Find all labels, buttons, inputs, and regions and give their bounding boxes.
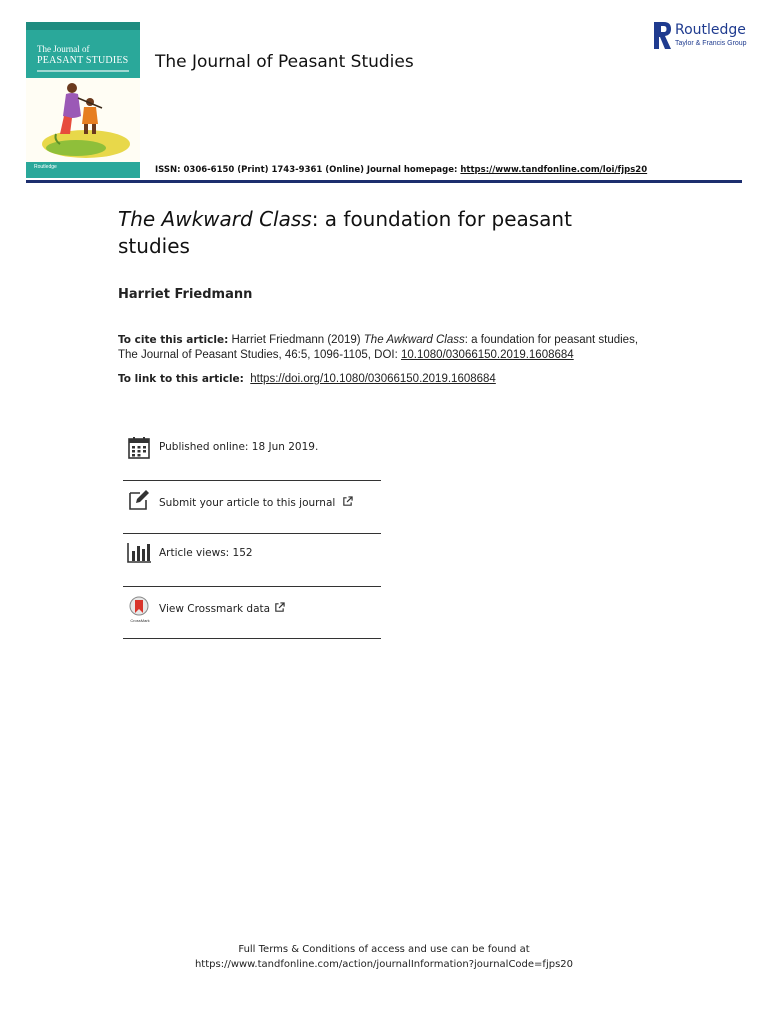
cite-italic-title: The Awkward Class — [363, 334, 465, 346]
article-views: Article views: 152 — [159, 547, 253, 559]
view-crossmark-link[interactable] — [159, 602, 285, 615]
article-title-italic: The Awkward Class — [118, 207, 312, 231]
info-divider — [123, 480, 381, 481]
crossmark-row[interactable] — [123, 596, 381, 624]
info-divider — [123, 533, 381, 534]
crossmark-label: View Crossmark data — [159, 603, 271, 615]
footer — [0, 942, 768, 972]
article-title — [118, 206, 638, 260]
external-link-icon — [274, 602, 285, 613]
issn-line — [155, 165, 647, 175]
article-title-rest: : a foundation for peasant studies — [118, 207, 572, 258]
footer-terms-url: https://www.tandfonline.com/action/journalInformation?journalCode=fjps20 — [194, 959, 574, 970]
cover-title-line1: The Journal of — [37, 44, 90, 54]
cite-label: To cite this article: — [118, 334, 229, 346]
cover-top-band — [26, 22, 140, 30]
link-label: To link to this article: — [118, 373, 244, 385]
publisher-name: Routledge — [675, 22, 746, 38]
header-rule — [26, 180, 742, 183]
calendar-icon — [127, 436, 151, 460]
issn-text: ISSN: 0306-6150 (Print) 1743-9361 (Online) Journal homepage: — [155, 165, 461, 175]
footer-line1: Full Terms & Conditions of access and use can be found at — [238, 944, 530, 955]
published-date: Published online: 18 Jun 2019. — [159, 441, 319, 453]
edit-icon — [127, 488, 151, 512]
crossmark-caption: CrossMark — [130, 618, 150, 623]
external-link-icon — [342, 496, 353, 507]
submit-article-link[interactable] — [159, 496, 353, 509]
article-link-block — [118, 373, 496, 385]
journal-cover — [26, 22, 140, 178]
journal-title: The Journal of Peasant Studies — [155, 52, 414, 72]
submit-article-label: Submit your article to this journal — [159, 497, 336, 509]
cite-pre: Harriet Friedmann (2019) — [228, 334, 364, 346]
info-divider — [123, 638, 381, 639]
cover-publisher-logo: Routledge — [34, 164, 57, 170]
article-url-link[interactable]: https://doi.org/10.1080/03066150.2019.1608684 — [250, 373, 496, 385]
published-row — [123, 436, 381, 464]
journal-homepage-link[interactable]: https://www.tandfonline.com/loi/fjps20 — [460, 165, 648, 175]
bar-chart-icon — [127, 541, 151, 565]
submit-row[interactable] — [123, 488, 381, 516]
publisher-logo — [654, 22, 754, 52]
routledge-r-icon — [654, 22, 671, 49]
publisher-group: Taylor & Francis Group — [675, 40, 747, 47]
cover-title-line2: PEASANT STUDIES — [37, 55, 129, 66]
article-author: Harriet Friedmann — [118, 287, 253, 302]
views-row — [123, 541, 381, 565]
cite-post: : a foundation for peasant studies, The Journal of Peasant Studies, 46:5, 1096-1105, DOI: — [118, 334, 639, 361]
cover-rule — [37, 70, 129, 72]
crossmark-icon — [127, 596, 151, 620]
citation-block — [118, 333, 658, 363]
doi-link[interactable]: 10.1080/03066150.2019.1608684 — [401, 349, 574, 361]
info-divider — [123, 586, 381, 587]
